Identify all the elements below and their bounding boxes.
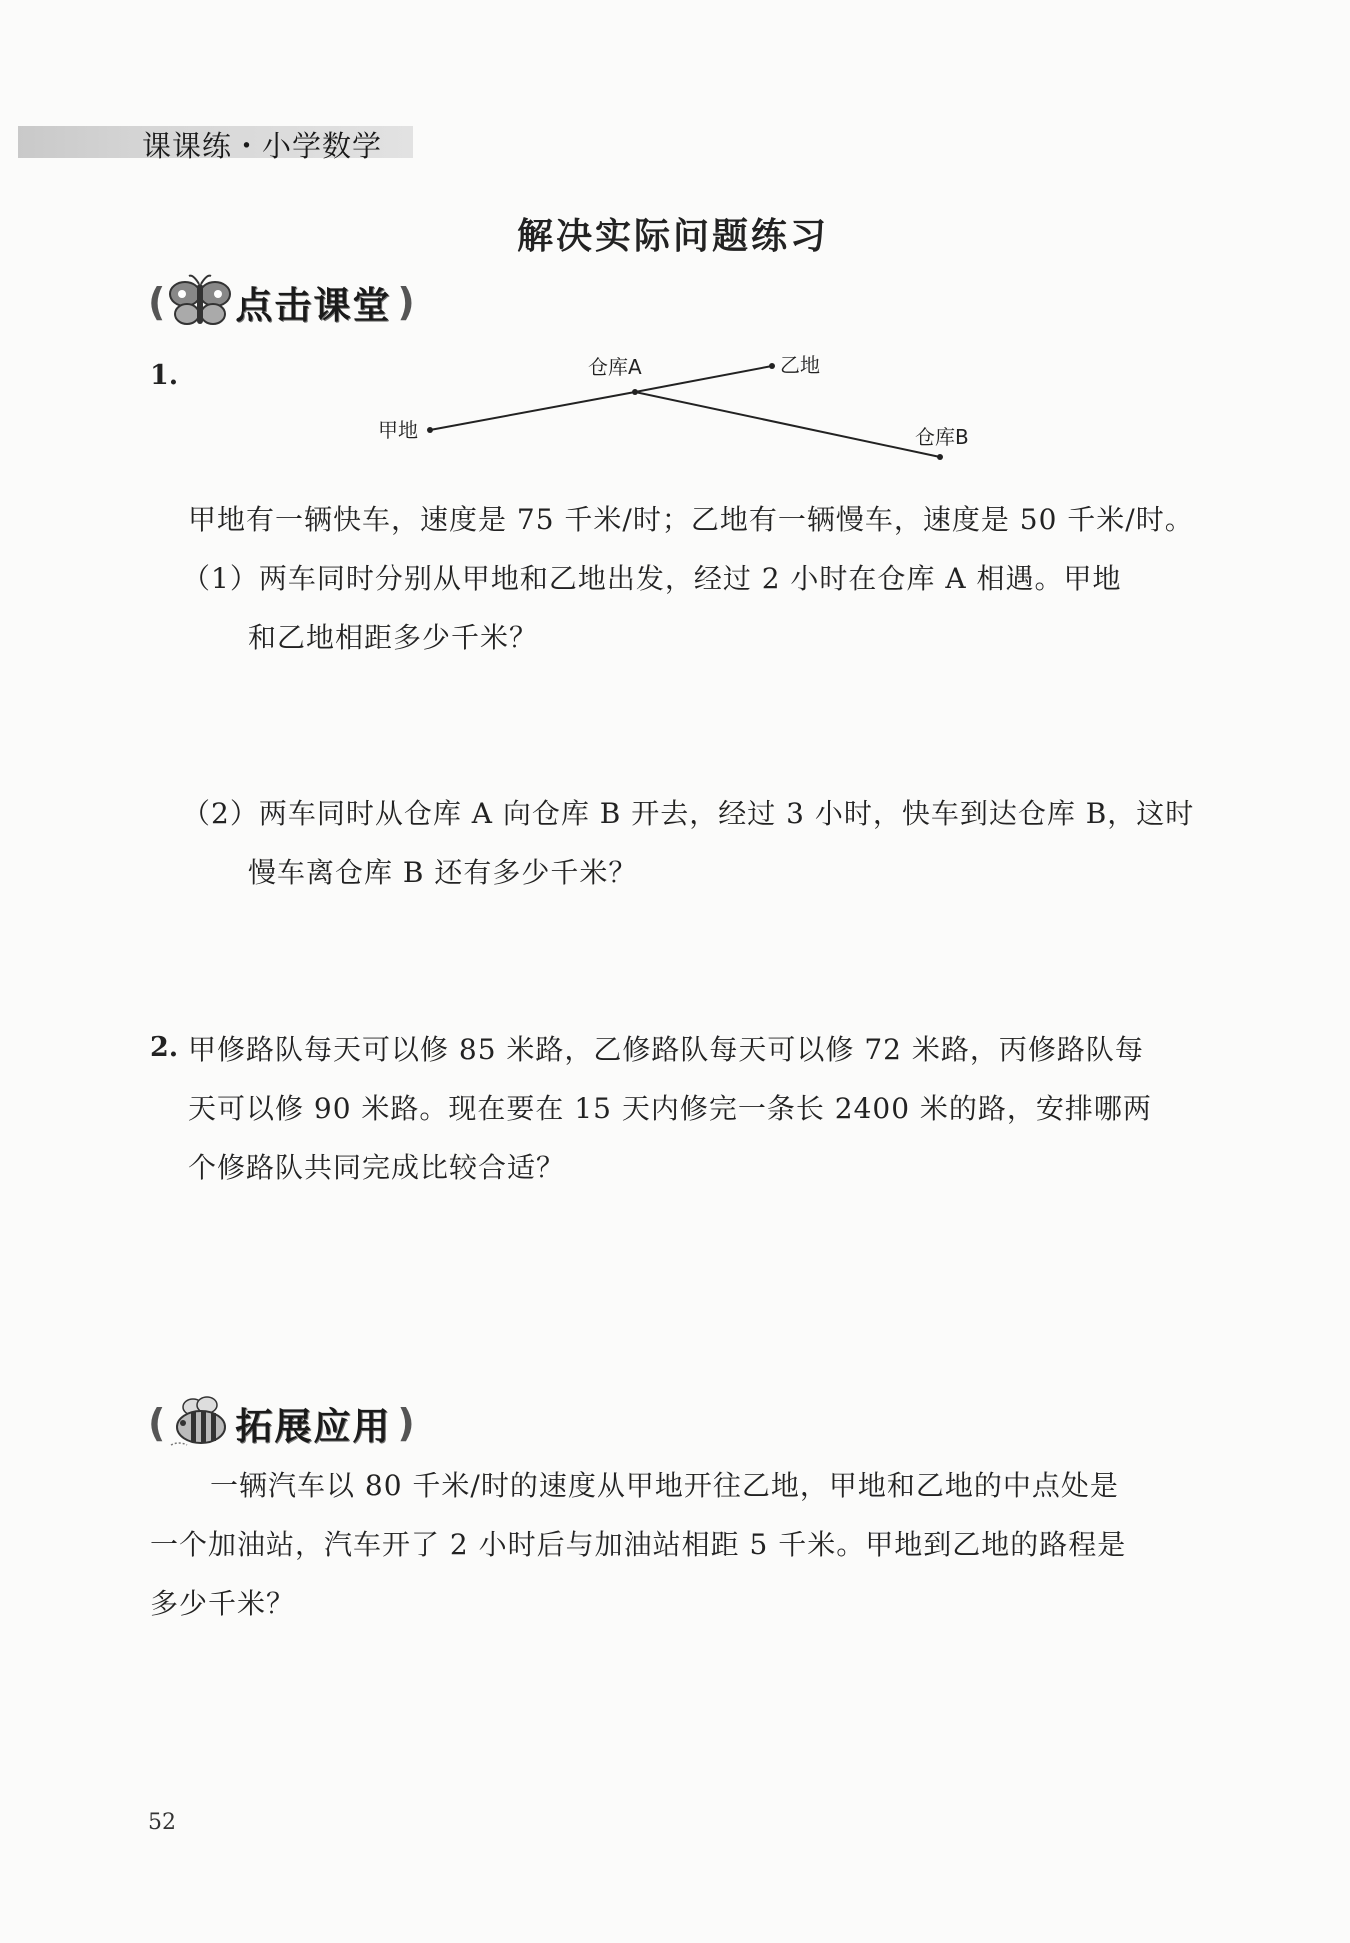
banner-left-paren-icon: ( [148,280,166,324]
q2-line2: 天可以修 90 米路。现在要在 15 天内修完一条长 2400 米的路，安排哪两 [188,1092,1152,1125]
label-cangku-b: 仓库B [915,425,969,449]
extension-line1: 一辆汽车以 80 千米/时的速度从甲地开往乙地，甲地和乙地的中点处是 [210,1469,1119,1502]
page-number: 52 [148,1810,176,1835]
banner-left-paren-icon: ( [148,1401,166,1445]
bee-icon [165,1393,235,1453]
q2-line3: 个修路队共同完成比较合适？ [188,1151,566,1184]
page-title [0,208,1350,259]
book-title: 课课练・小学数学 [142,129,383,163]
banner-right-paren-icon: ) [397,1401,415,1445]
q1-sub2-line1: （2）两车同时从仓库 A 向仓库 B 开去，经过 3 小时，快车到达仓库 B，这时 [182,797,1195,830]
route-a-to-yi [635,366,772,392]
label-yi: 乙地 [780,353,820,377]
section-title-extension: 拓展应用 [235,1405,392,1448]
section-banner-extension [148,1393,415,1453]
question-1-number: 1. [150,360,179,391]
q1-sub1-line1: （1）两车同时分别从甲地和乙地出发，经过 2 小时在仓库 A 相遇。甲地 [182,562,1122,595]
extension-line3: 多少千米？ [150,1587,296,1620]
extension-line2: 一个加油站，汽车开了 2 小时后与加油站相距 5 千米。甲地到乙地的路程是 [150,1528,1127,1561]
banner-right-paren-icon: ) [397,280,415,324]
label-jia: 甲地 [378,418,418,442]
route-a-to-b [635,392,940,457]
question-2-number: 2. [150,1032,179,1063]
point-cangku-b [937,454,943,460]
q1-sub2-line2: 慢车离仓库 B 还有多少千米？ [248,856,638,889]
section-title-classroom: 点击课堂 [235,284,392,327]
point-jia [427,427,433,433]
point-yi [769,363,775,369]
q1-intro: 甲地有一辆快车，速度是 75 千米/时；乙地有一辆慢车，速度是 50 千米/时。 [188,503,1194,536]
label-cangku-a: 仓库A [588,355,642,379]
butterfly-icon [165,272,235,332]
q1-sub1-line2: 和乙地相距多少千米？ [248,621,539,654]
point-cangku-a [632,389,638,395]
route-diagram [360,350,1000,470]
section-banner-classroom [148,272,415,332]
route-jia-to-a [430,392,635,430]
page-title-text: 解决实际问题练习 [516,216,829,257]
q2-line1: 甲修路队每天可以修 85 米路，乙修路队每天可以修 72 米路，丙修路队每 [188,1033,1144,1066]
